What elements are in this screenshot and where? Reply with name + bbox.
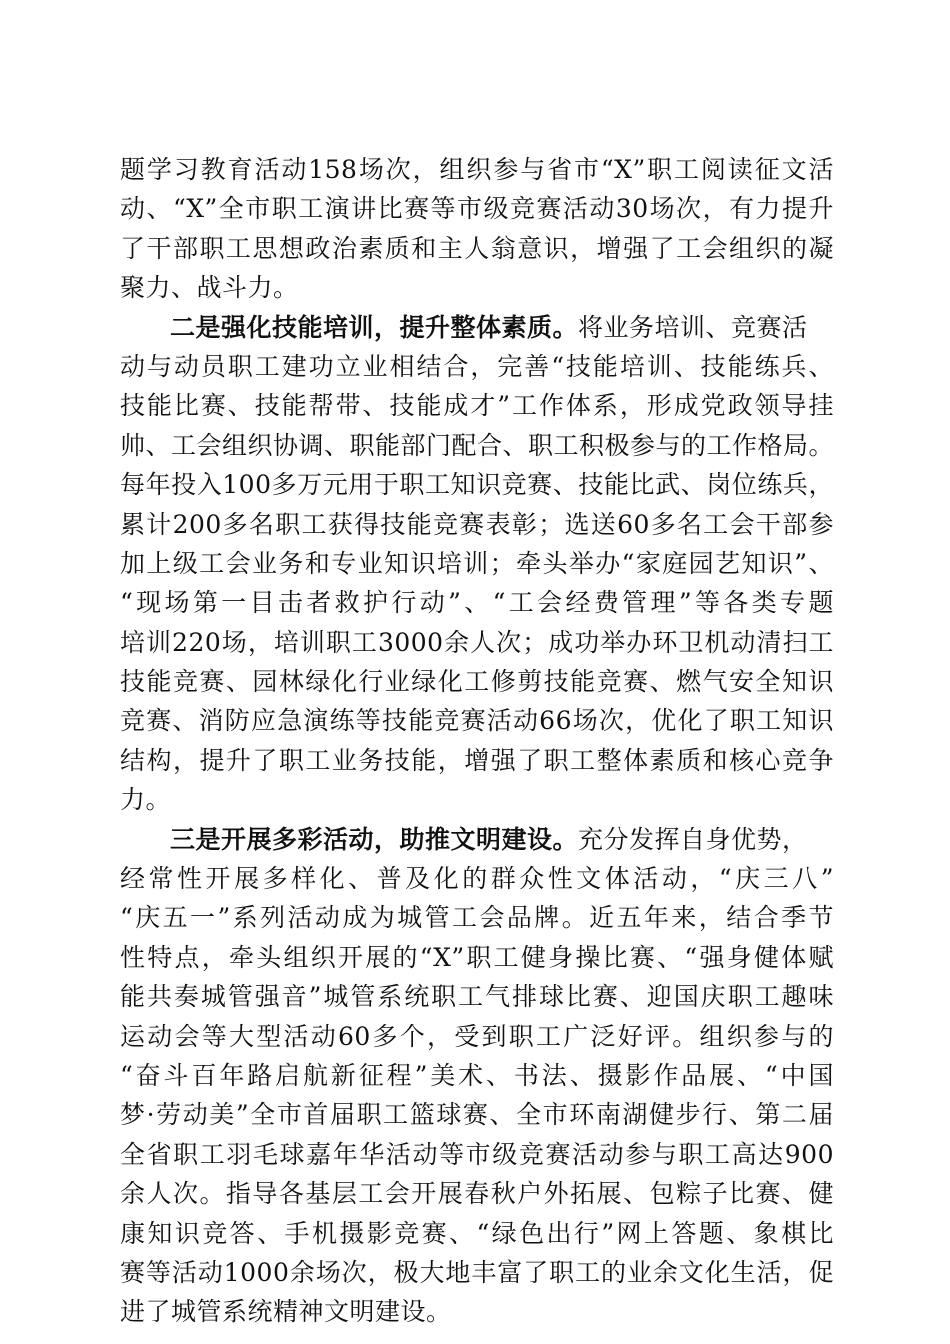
text-line: 赛等活动1000余场次，极大地丰富了职工的业余文化生活，促	[120, 1257, 834, 1287]
paragraph-heading: 三是开展多彩活动，助推文明建设。	[170, 824, 579, 854]
text-line: 技能竞赛、园林绿化行业绿化工修剪技能竞赛、燃气安全知识	[120, 667, 834, 697]
paragraph-first-line	[120, 308, 834, 347]
paragraph-3	[120, 820, 834, 1332]
text-line: 题学习教育活动158场次，组织参与省市“X”职工阅读征文活	[120, 155, 834, 184]
text-line: “奋斗百年路启航新征程”美术、书法、摄影作品展、“中国	[120, 1060, 834, 1090]
paragraph-2	[120, 308, 834, 820]
text-line: 梦·劳动美”全市首届职工篮球赛、全市环南湖健步行、第二届	[120, 1100, 834, 1130]
paragraph-first-line	[120, 820, 834, 859]
text-line: 全省职工羽毛球嘉年华活动等市级竞赛活动参与职工高达900	[120, 1139, 834, 1169]
text-line: 每年投入100多万元用于职工知识竞赛、技能比武、岗位练兵，	[120, 470, 834, 500]
text-line: 培训220场，培训职工3000余人次；成功举办环卫机动清扫工	[120, 627, 834, 657]
text-line: 运动会等大型活动60多个，受到职工广泛好评。组织参与的	[120, 1021, 834, 1051]
text-line: 康知识竞答、手机摄影竞赛、“绿色出行”网上答题、象棋比	[120, 1218, 834, 1248]
text-line: 技能比赛、技能帮带、技能成才”工作体系，形成党政领导挂	[120, 391, 834, 421]
text-line: 聚力、战斗力。	[120, 273, 299, 303]
text-line: 竞赛、消防应急演练等技能竞赛活动66场次，优化了职工知识	[120, 706, 834, 736]
text-line: 经常性开展多样化、普及化的群众性文体活动，“庆三八”	[120, 864, 834, 894]
text-line: 累计200多名职工获得技能竞赛表彰；选送60多名工会干部参	[120, 509, 834, 539]
document-body	[120, 150, 834, 1332]
text-run: 将业务培训、竞赛活	[578, 312, 808, 342]
text-line: 能共奏城管强音”城管系统职工气排球比赛、迎国庆职工趣味	[120, 982, 834, 1012]
text-line: 进了城管系统精神文明建设。	[120, 1297, 452, 1327]
text-line: 加上级工会业务和专业知识培训；牵头举办“家庭园艺知识”、	[120, 548, 834, 578]
text-line: “现场第一目击者救护行动”、“工会经费管理”等各类专题	[120, 588, 834, 618]
text-line: 余人次。指导各基层工会开展春秋户外拓展、包粽子比赛、健	[120, 1179, 834, 1209]
text-line: “庆五一”系列活动成为城管工会品牌。近五年来，结合季节	[120, 903, 834, 933]
text-line: 力。	[120, 785, 172, 815]
text-line: 帅、工会组织协调、职能部门配合、职工积极参与的工作格局。	[120, 430, 835, 460]
text-line: 动、“X”全市职工演讲比赛等市级竞赛活动30场次，有力提升	[120, 194, 834, 224]
paragraph-1	[120, 150, 834, 308]
text-run: 充分发挥自身优势，	[578, 824, 808, 854]
paragraph-heading: 二是强化技能培训，提升整体素质。	[170, 312, 579, 342]
text-line: 动与动员职工建功立业相结合，完善“技能培训、技能练兵、	[120, 351, 834, 381]
text-line: 性特点，牵头组织开展的“X”职工健身操比赛、“强身健体赋	[120, 942, 834, 972]
text-line: 了干部职工思想政治素质和主人翁意识，增强了工会组织的凝	[120, 233, 834, 263]
text-line: 结构，提升了职工业务技能，增强了职工整体素质和核心竞争	[120, 745, 834, 775]
